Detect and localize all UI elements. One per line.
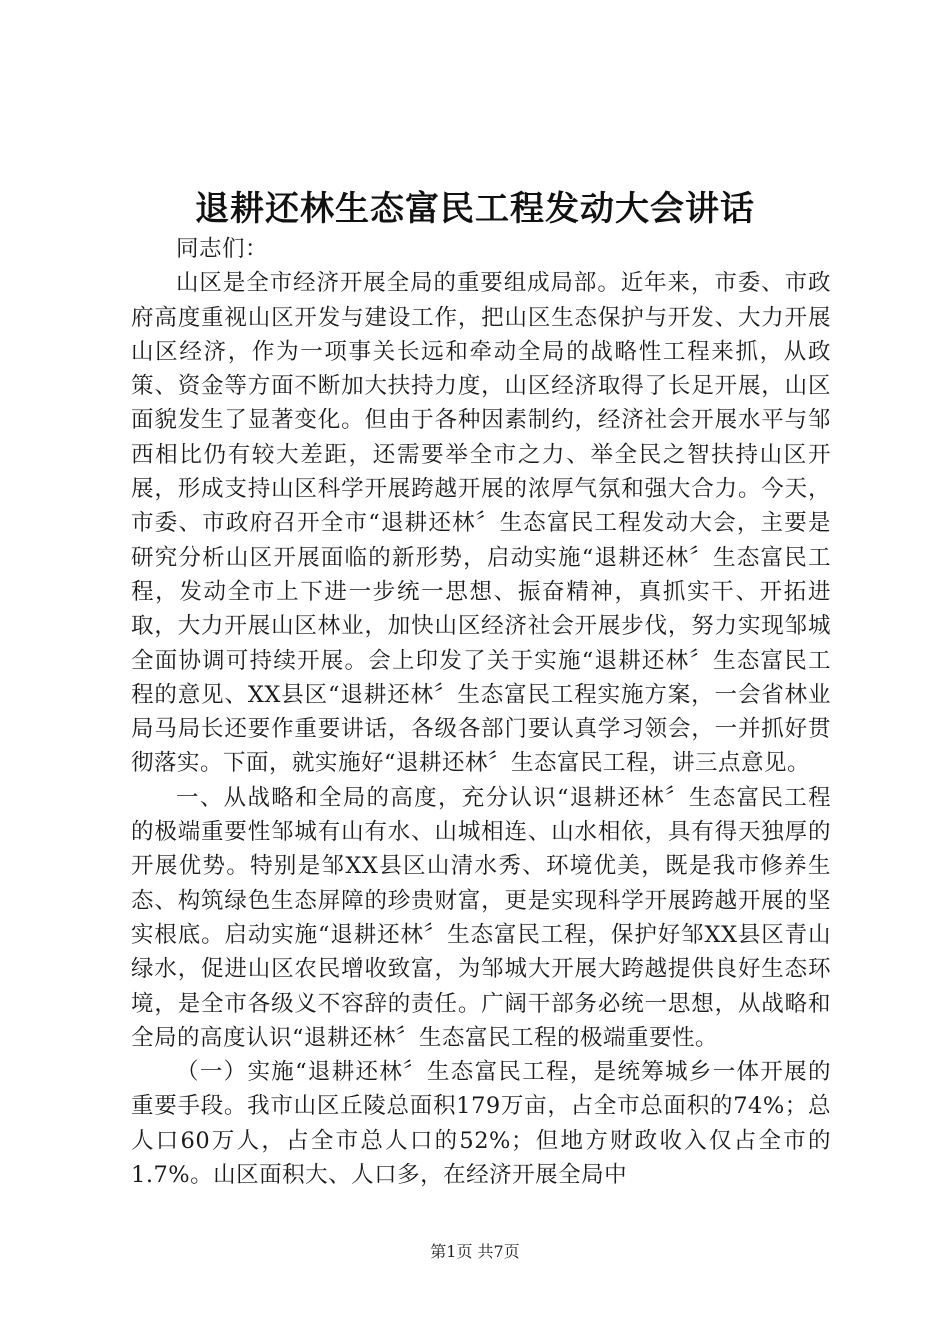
paragraph-3: （一）实施“退耕还林〞生态富民工程，是统筹城乡一体开展的重要手段。我市山区丘陵总面积179万亩，占全市总面积的74%；总人口60万人，占全市总人口的52%；但地方财政收入仅占全市的1.7%。山区面积大、人口多，在经济开展全局中: [131, 1059, 831, 1189]
page-footer: 第1页 共7页: [430, 1242, 520, 1261]
salutation: 同志们：: [176, 236, 269, 262]
paragraph-1: 山区是全市经济开展全局的重要组成局部。近年来，市委、市政府高度重视山区开发与建设工作，把山区生态保护与开发、大力开展山区经济，作为一项事关长远和牵动全局的战略性工程来抓，从政策、资金等方面不断加大扶持力度，山区经济取得了长足开展，山区面貌发生了显著变化。但由于各种因素制约，经济社会开展水平与邹西相比仍有较大差距，还需要举全市之力、举全民之智扶持山区开展，形成支持山区科学开展跨越开展的浓厚气氛和强大合力。今天，市委、市政府召开全市“退耕还林〞生态富民工程发动大会，主要是研究分析山区开展面临的新形势，启动实施“退耕还林〞生态富民工程，发动全市上下进一步统一思想、振奋精神，真抓实干、开拓进取，大力开展山区林业，加快山区经济社会开展步伐，努力实现邹城全面协调可持续开展。会上印发了关于实施“退耕还林〞生态富民工程的意见、XX县区“退耕还林〞生态富民工程实施方案，一会省林业局马局长还要作重要讲话，各级各部门要认真学习领会，一并抓好贯彻落实。下面，就实施好“退耕还林〞生态富民工程，讲三点意见。: [131, 270, 831, 777]
paragraph-2: 一、从战略和全局的高度，充分认识“退耕还林〞生态富民工程的极端重要性邹城有山有水、山城相连、山水相依，具有得天独厚的开展优势。特别是邹XX县区山清水秀、环境优美，既是我市修养生态、构筑绿色生态屏障的珍贵财富，更是实现科学开展跨越开展的坚实根底。启动实施“退耕还林〞生态富民工程，保护好邹XX县区青山绿水，促进山区农民增收致富，为邹城大开展大跨越提供良好生态环境，是全市各级义不容辞的责任。广阔干部务必统一思想，从战略和全局的高度认识“退耕还林〞生态富民工程的极端重要性。: [131, 784, 831, 1051]
document-title: 退耕还林生态富民工程发动大会讲话: [195, 189, 755, 229]
document-body: [131, 232, 831, 1192]
